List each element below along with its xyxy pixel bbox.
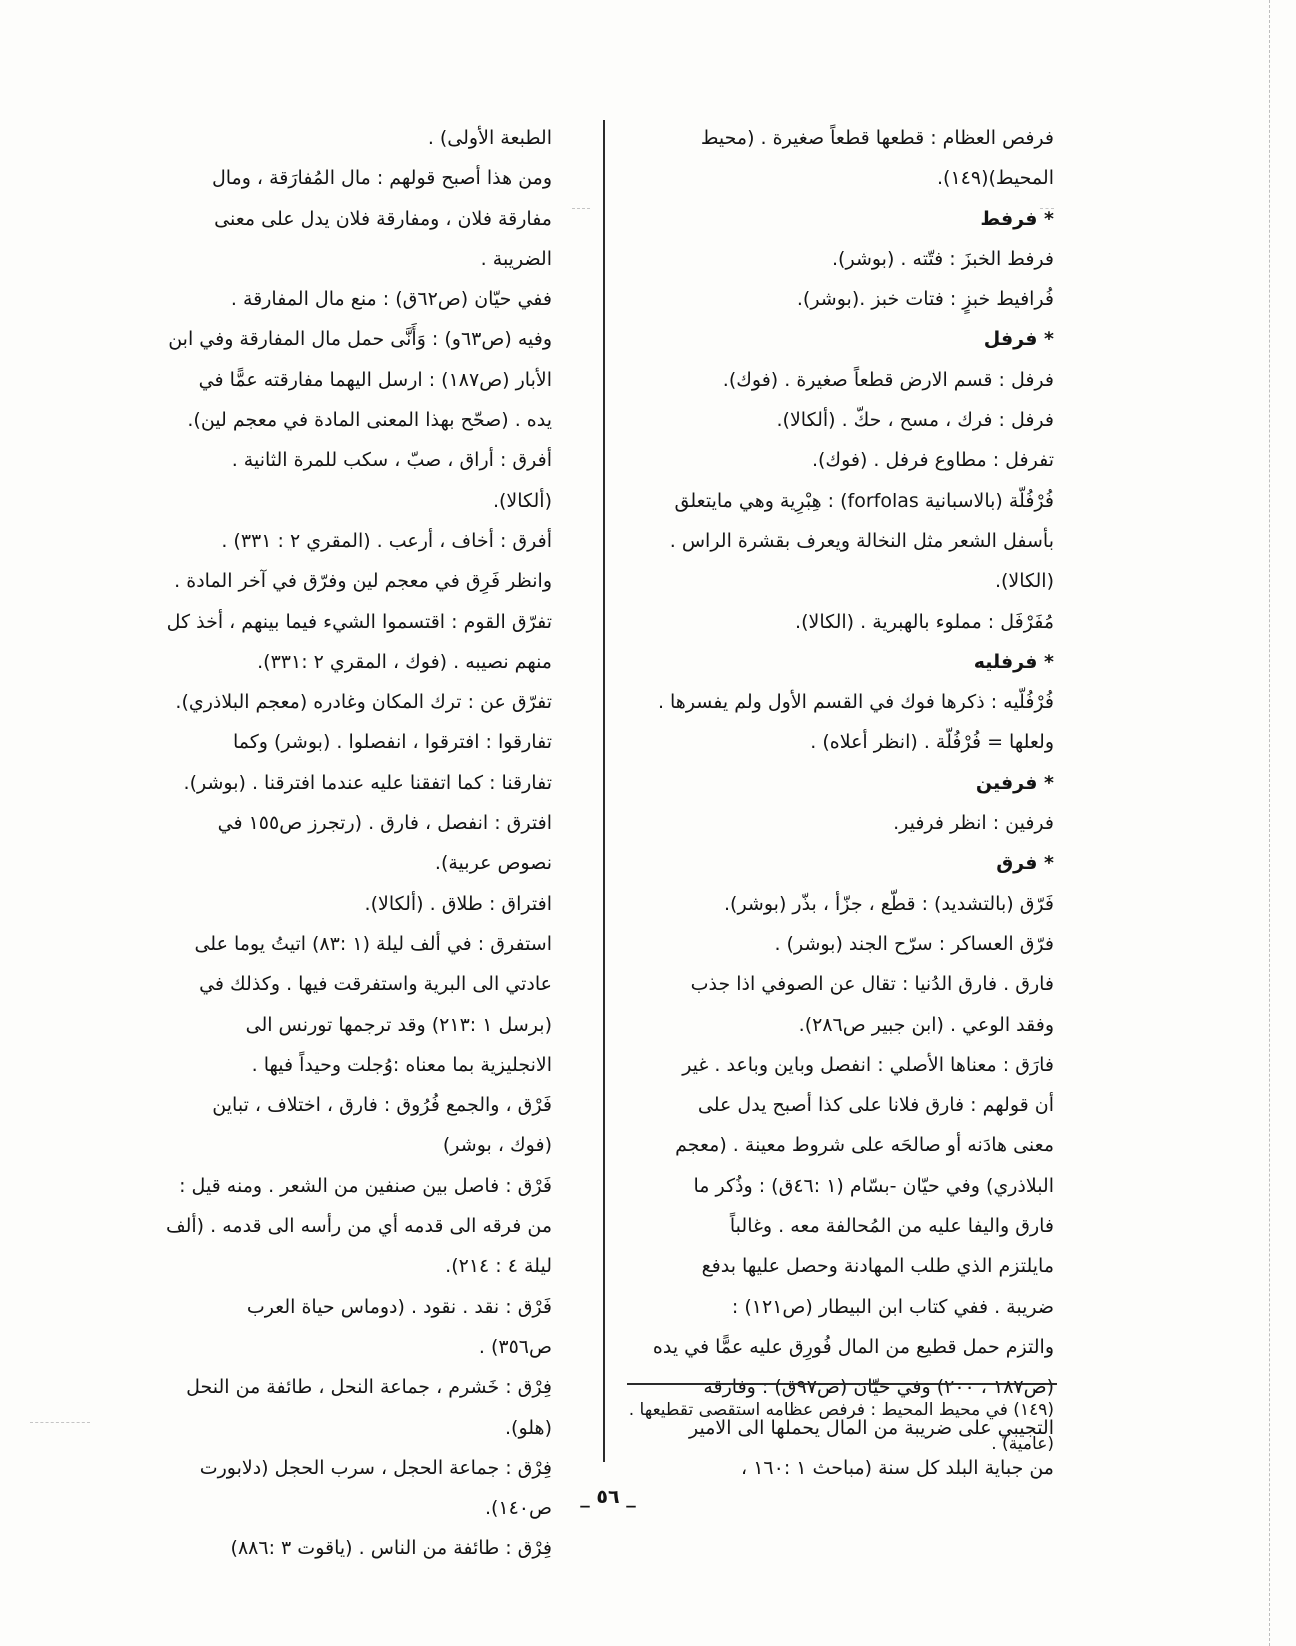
text-line: مايلتزم الذي طلب المهادنة وحصل عليها بدفع — [701, 1255, 1054, 1278]
text-line: وفيه (ص٦٣و) : وَأَنَّى حمل مال المفارقة وفي ابن — [168, 328, 552, 351]
text-line: فرفط الخبزَ : فتّته . (بوشر). — [832, 247, 1054, 270]
text-line: الطبعة الأولى) . — [427, 127, 552, 149]
text-line: (ص١٨٧ ، ٢٠٠) وفي حيّان (ص٩٧ق) : وفارقه — [703, 1376, 1054, 1399]
footnotes — [628, 1393, 1054, 1461]
text-line: الأبار (ص١٨٧) : ارسل اليهما مفارقته عمًّا في — [198, 368, 552, 391]
text-line: فارق واليفا عليه من المُحالفة معه . وغالباً — [729, 1215, 1054, 1238]
text-line: (برسل ١ :٢١٣) وقد ترجمها تورنس الى — [245, 1013, 552, 1036]
text-line: منهم نصيبه . (فوك ، المقري ٢ :٣٣١). — [257, 650, 552, 673]
text-line: فُرْفُلّيه : ذكرها فوك في القسم الأول ولم يفسرها . — [657, 691, 1054, 714]
text-line: ص١٤٠). — [484, 1497, 552, 1520]
text-line: نصوص عربية). — [434, 852, 552, 875]
text-line: المحيط)(١٤٩). — [937, 167, 1054, 190]
text-line: فِرْق : طائفة من الناس . (ياقوت ٣ :٨٨٦) — [230, 1537, 552, 1560]
text-line: من فرقه الى قدمه أي من رأسه الى قدمه . (ألف — [165, 1215, 552, 1238]
text-line: فَرْق : نقد . نقود . (دوماس حياة العرب — [246, 1295, 552, 1318]
right-text-column — [628, 118, 1054, 1488]
text-line: فَرّق (بالتشديد) : قطّع ، جزّأ ، بذّر (بوشر). — [724, 892, 1054, 915]
entry-heading: * فرفين — [975, 771, 1054, 794]
text-line: فَرْق : فاصل بين صنفين من الشعر . ومنه قيل : — [179, 1174, 552, 1197]
text-line: تفرّق عن : ترك المكان وغادره (معجم البلاذري). — [175, 691, 552, 714]
text-line: عادتي الى البرية واستفرقت فيها . وكذلك في — [199, 973, 552, 996]
text-line: فرفين : انظر فرفير. — [893, 812, 1054, 835]
text-line: فِرْق : خَشرم ، جماعة النحل ، طائفة من النحل — [186, 1376, 552, 1399]
entry-heading: * فرق — [996, 852, 1054, 875]
scan-mark — [30, 1422, 90, 1424]
text-line: مفارقة فلان ، ومفارقة فلان يدل على معنى — [214, 207, 552, 230]
text-line: والتزم حمل قطيع من المال فُورِق عليه عمًّا في يده — [652, 1335, 1054, 1358]
text-line: ففي حيّان (ص٦٢ق) : منع مال المفارقة . — [230, 288, 552, 311]
footnote-line: (عامية) . — [991, 1434, 1054, 1454]
text-line: تفرّق القوم : اقتسموا الشيء فيما بينهم ، أخذ كل — [166, 610, 552, 633]
text-line: استفرق : في ألف ليلة (١ :٨٣) اتيتُ يوما على — [194, 932, 552, 955]
text-line: البلاذري) وفي حيّان -بسّام (١ :٤٦ق) : وذُكر ما — [693, 1174, 1054, 1197]
text-line: فُرافيط خبزٍ : فتات خبز .(بوشر). — [796, 288, 1054, 311]
text-line: أفرق : أخاف ، أرعب . (المقري ٢ : ٣٣١) . — [221, 529, 552, 552]
text-line: (فوك ، بوشر) — [442, 1134, 552, 1157]
text-line: تفارقوا : افترقوا ، انفصلوا . (بوشر) وكما — [232, 731, 552, 754]
text-line: فارق . فارق الدُنيا : تقال عن الصوفي اذا جذب — [690, 973, 1054, 996]
text-line: فرفص العظام : قطعها قطعاً صغيرة . (محيط — [700, 127, 1054, 149]
text-line: أفرق : أراق ، صبّ ، سكب للمرة الثانية . — [231, 449, 552, 472]
text-line: الانجليزية بما معناه :وُجلت وحيداً فيها . — [251, 1053, 552, 1076]
footnote-separator — [627, 1383, 1057, 1385]
text-line: ليلة ٤ : ٢١٤). — [445, 1255, 552, 1278]
text-line: من جباية البلد كل سنة (مباحث ١ :١٦٠ ، — [741, 1456, 1054, 1479]
footnote-line: (١٤٩) في محيط المحيط : فرفص عظامه استقصى تقطيعها . — [628, 1400, 1054, 1420]
text-line: (هلو). — [505, 1416, 552, 1439]
text-line: فرّق العساكر : سرّح الجند (بوشر) . — [774, 932, 1054, 955]
text-line: فارَق : معناها الأصلي : انفصل وباين وباعد . غير — [682, 1053, 1054, 1076]
page-edge-line — [1269, 0, 1270, 1646]
text-line: تفارقنا : كما اتفقنا عليه عندما افترقنا . (بوشر). — [183, 771, 552, 794]
text-line: التجيبي على ضريبة من المال يحملها الى الامير — [688, 1416, 1054, 1439]
text-line: فُرْفُلّة (بالاسبانية forfolas) : هِبْرِية وهي مايتعلق — [674, 489, 1054, 512]
text-line: فِرْق : جماعة الحجل ، سرب الحجل (دلابورت — [199, 1456, 552, 1479]
text-line: افتراق : طلاق . (ألكالا). — [364, 892, 552, 915]
text-line: الضريبة . — [480, 247, 552, 270]
text-line: (ألكالا). — [492, 489, 552, 512]
page-number: _ ٥٦ _ — [580, 1486, 636, 1508]
text-line: تفرفل : مطاوع فرفل . (فوك). — [811, 449, 1054, 472]
text-line: يده . (صحّح بهذا المعنى المادة في معجم لين). — [187, 409, 552, 432]
text-line: معنى هادَنه أو صالحَه على شروط معينة . (معجم — [675, 1134, 1054, 1157]
text-line: مُفَرْفَل : مملوء بالهبرية . (الكالا). — [795, 610, 1054, 633]
text-line: ص٣٥٦) . — [478, 1335, 552, 1358]
text-line: فَرْق ، والجمع فُرُوق : فارق ، اختلاف ، تباين — [212, 1094, 552, 1117]
entry-heading: * فرفليه — [973, 650, 1054, 673]
scan-mark — [572, 208, 590, 210]
text-line: أن قولهم : فارق فلانا على كذا أصبح يدل على — [697, 1094, 1054, 1117]
text-line: افترق : انفصل ، فارق . (رتجرز ص١٥٥ في — [217, 812, 552, 835]
text-line: وفقد الوعي . (ابن جبير ص٢٨٦). — [798, 1013, 1054, 1036]
text-line: فرفل : قسم الارض قطعاً صغيرة . (فوك). — [722, 368, 1054, 391]
text-line: (الكالا). — [994, 570, 1054, 593]
text-line: ومن هذا أصبح قولهم : مال المُفارَقة ، ومال — [211, 167, 552, 190]
text-line: ضريبة . ففي كتاب ابن البيطار (ص١٢١) : — [731, 1295, 1054, 1318]
text-line: فرفل : فرك ، مسح ، حكّ . (ألكالا). — [776, 409, 1054, 432]
text-line: وانظر فَرِق في معجم لين وفرّق في آخر المادة . — [174, 570, 552, 593]
entry-heading: * فرفل — [983, 328, 1054, 351]
column-divider — [603, 120, 605, 1462]
text-line: ولعلها = فُرْفُلّة . (انظر أعلاه) . — [810, 731, 1054, 754]
entry-heading: * فرفط — [980, 207, 1054, 230]
left-text-column — [130, 118, 552, 1569]
text-line: بأسفل الشعر مثل النخالة ويعرف بقشرة الراس . — [669, 529, 1054, 552]
